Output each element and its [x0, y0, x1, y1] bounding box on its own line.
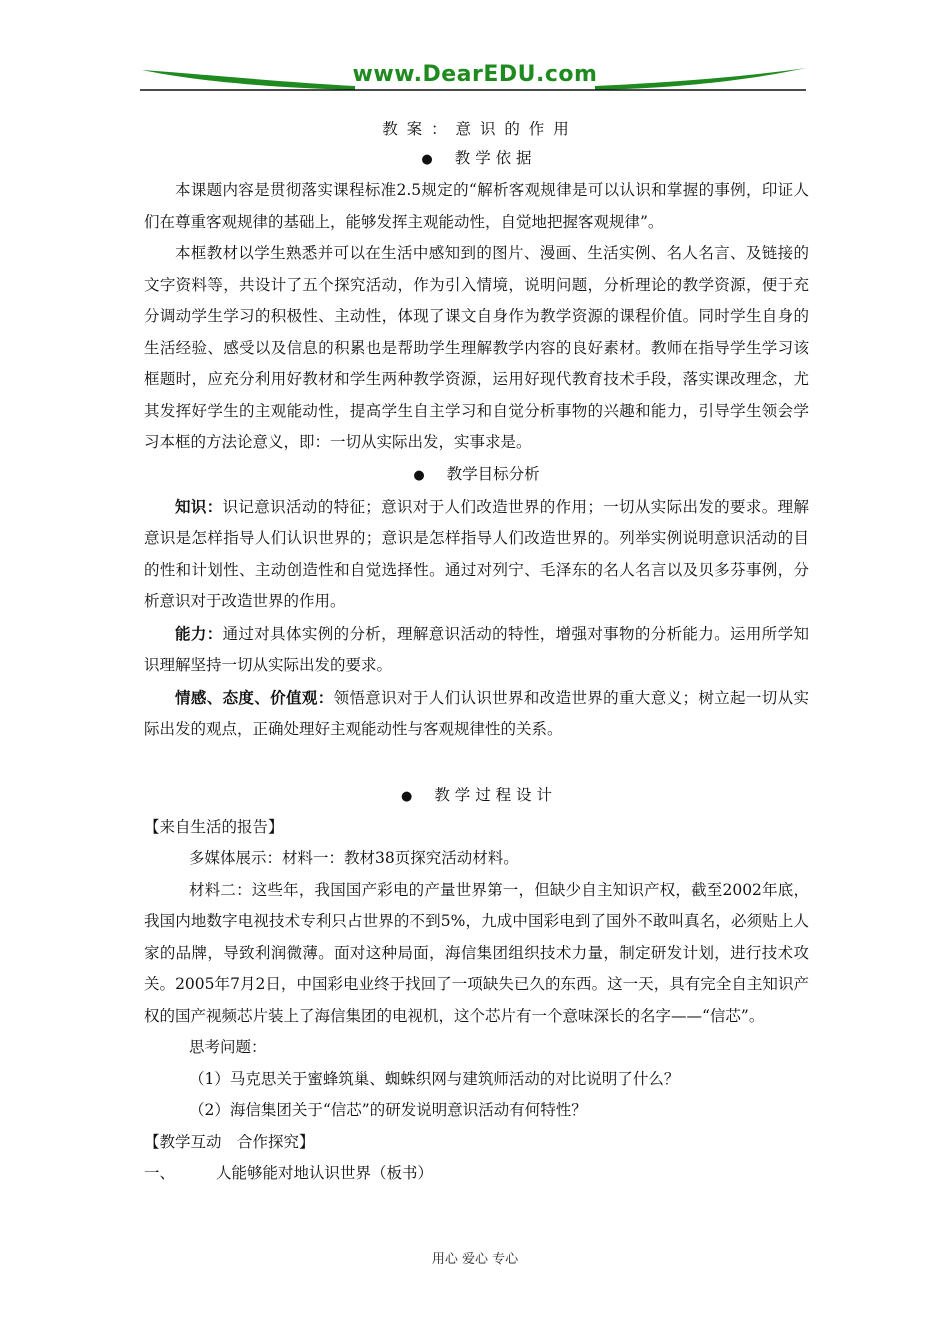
paragraph: 多媒体展示：材料一：教材38页探究活动材料。 [189, 849, 519, 867]
paragraph: 本课题内容是贯彻落实课程标准2.5规定的“解析客观规律是可以认识和掌握的事例，印证人们在尊重客观规律的基础上，能够发挥主观能动性，自觉地把握客观规律”。 [144, 181, 809, 231]
section-heading-teaching-basis: ● 教 学 依 据 [421, 149, 532, 167]
paragraph: 思考问题： [189, 1038, 267, 1056]
paragraph-values: 情感、态度、价值观：领悟意识对于人们认识世界和改造世界的重大意义；树立起一切从实际出发的观点，正确处理好主观能动性与客观规律性的关系。 [144, 687, 809, 738]
bullet-icon: ● [413, 467, 425, 483]
subsection-heading: 【来自生活的报告】 [144, 817, 284, 836]
page-footer: 用心 爱心 专心 [431, 1252, 519, 1267]
question-1: （1）马克思关于蜜蜂筑巢、蜘蛛织网与建筑师活动的对比说明了什么？ [189, 1069, 680, 1088]
site-logo: www.DearEDU.com [352, 62, 598, 87]
paragraph: 本框教材以学生熟悉并可以在生活中感知到的图片、漫画、生活实例、名人名言、及链接的文字资料等，共设计了五个探究活动，作为引入情境，说明问题，分析理论的教学资源，便于充分调动学生学习的积极性、主动性，体现了课文自身作为教学资源的课程价值。同时学生自身的生活经验、感受以及信息的积累也是帮助学生理解教学内容的良好素材。教师在指导学生学习该框题时，应充分利用好教材和学生两种教学资源，运用好现代教育技术手段，落实课改理念，尤其发挥好学生的主观能动性，提高学生自主学习和自觉分析事物的兴趣和能力，引导学生领会学习本框的方法论意义，即：一切从实际出发，实事求是。 [144, 244, 809, 451]
paragraph: 材料二：这些年，我国国产彩电的产量世界第一，但缺少自主知识产权，截至2002年底，我国内地数字电视技术专利只占世界的不到5%，九成中国彩电到了国外不敢叫真名，必须贴上人家的品牌，导致利润微薄。面对这种局面，海信集团组织技术力量，制定研发计划，进行技术攻关。2005年7月2日，中国彩电业终于找回了一项缺失已久的东西。这一天，具有完全自主知识产权的国产视频芯片装上了海信集团的电视机，这个芯片有一个意味深长的名字——“信芯”。 [144, 880, 809, 1025]
document-body [144, 115, 809, 1190]
paragraph-ability: 能力：通过对具体实例的分析，理解意识活动的特性，增强对事物的分析能力。运用所学知识理解坚持一切从实际出发的要求。 [144, 623, 809, 674]
section-heading-objectives: ● 教学目标分析 [413, 464, 540, 483]
question-2: （2）海信集团关于“信芯”的研发说明意识活动有何特性？ [189, 1101, 587, 1119]
knowledge-label: 知识： [175, 496, 223, 516]
paragraph-knowledge: 知识：识记意识活动的特征；意识对于人们改造世界的作用；一切从实际出发的要求。理解意识是怎样指导人们认识世界的；意识是怎样指导人们改造世界的。列举实例说明意识活动的目的性和计划性、主动创造性和自觉选择性。通过对列宁、毛泽东的名人名言以及贝多芬事例，分析意识对于改造世界的作用。 [144, 496, 809, 610]
subsection-heading: 【教学互动 合作探究】 [144, 1132, 315, 1151]
site-header [140, 60, 810, 100]
document-title: 教 案 ： 意 识 的 作 用 [382, 120, 571, 138]
ability-label: 能力： [175, 623, 223, 643]
bullet-icon: ● [401, 788, 413, 804]
list-item: 一、 人能够能对地认识世界（板书） [144, 1158, 809, 1190]
section-heading-process: ● 教 学 过 程 设 计 [401, 785, 552, 804]
bullet-icon: ● [421, 152, 433, 167]
values-label: 情感、态度、价值观： [175, 687, 334, 707]
list-item-number: 一、 [144, 1164, 176, 1182]
